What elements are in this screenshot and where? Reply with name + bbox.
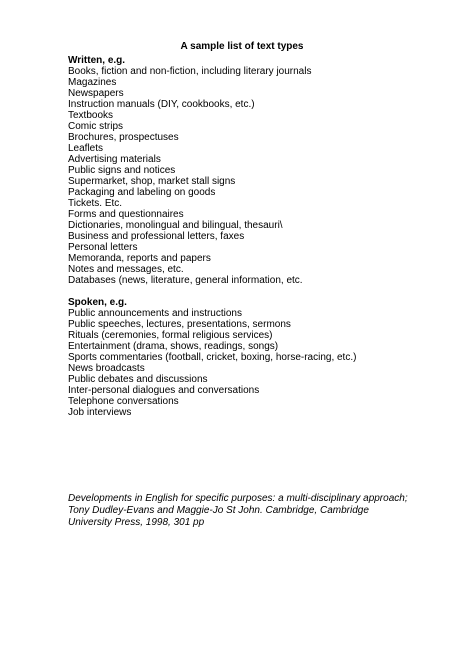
written-item: Packaging and labeling on goods <box>68 187 216 198</box>
document-title: A sample list of text types <box>180 41 304 52</box>
written-heading: Written, e.g. <box>68 55 126 66</box>
written-item: Magazines <box>68 77 117 88</box>
spoken-item: Entertainment (drama, shows, readings, songs) <box>68 341 279 352</box>
spoken-section <box>68 297 438 418</box>
spoken-item: Rituals (ceremonies, formal religious services) <box>68 330 273 341</box>
written-item: Business and professional letters, faxes <box>68 231 245 242</box>
written-item: Personal letters <box>68 242 138 253</box>
written-item: Forms and questionnaires <box>68 209 184 220</box>
written-item: Brochures, prospectuses <box>68 132 179 143</box>
written-item: Supermarket, shop, market stall signs <box>68 176 236 187</box>
written-item: Instruction manuals (DIY, cookbooks, etc.) <box>68 99 255 110</box>
written-item: Advertising materials <box>68 154 161 165</box>
spoken-item: Job interviews <box>68 407 132 418</box>
spoken-item: Public announcements and instructions <box>68 308 242 319</box>
written-item: Databases (news, literature, general information, etc. <box>68 275 303 286</box>
written-item: Public signs and notices <box>68 165 176 176</box>
written-item: Memoranda, reports and papers <box>68 253 211 264</box>
written-item: Leaflets <box>68 143 104 154</box>
spoken-list <box>68 308 438 418</box>
written-section <box>68 55 438 286</box>
written-item: Tickets. Etc. <box>68 198 123 209</box>
written-item: Comic strips <box>68 121 124 132</box>
written-list <box>68 66 438 286</box>
spoken-item: Inter-personal dialogues and conversations <box>68 385 260 396</box>
spoken-item: Sports commentaries (football, cricket, boxing, horse-racing, etc.) <box>68 352 357 363</box>
written-item: Dictionaries, monolingual and bilingual, thesauri\ <box>68 220 283 231</box>
written-item: Newspapers <box>68 88 124 99</box>
written-item: Textbooks <box>68 110 114 121</box>
spoken-item: Public debates and discussions <box>68 374 208 385</box>
spoken-item: Public speeches, lectures, presentations, sermons <box>68 319 291 330</box>
citation: Developments in English for specific purposes: a multi-disciplinary approach; Tony Dudley-Evans and Maggie-Jo St John. Cambridge, Cambridge University Press, 1998, 301 pp <box>68 493 408 528</box>
spoken-item: Telephone conversations <box>68 396 179 407</box>
spoken-heading: Spoken, e.g. <box>68 297 127 308</box>
written-item: Notes and messages, etc. <box>68 264 184 275</box>
spoken-item: News broadcasts <box>68 363 145 374</box>
written-item: Books, fiction and non-fiction, including literary journals <box>68 66 312 77</box>
